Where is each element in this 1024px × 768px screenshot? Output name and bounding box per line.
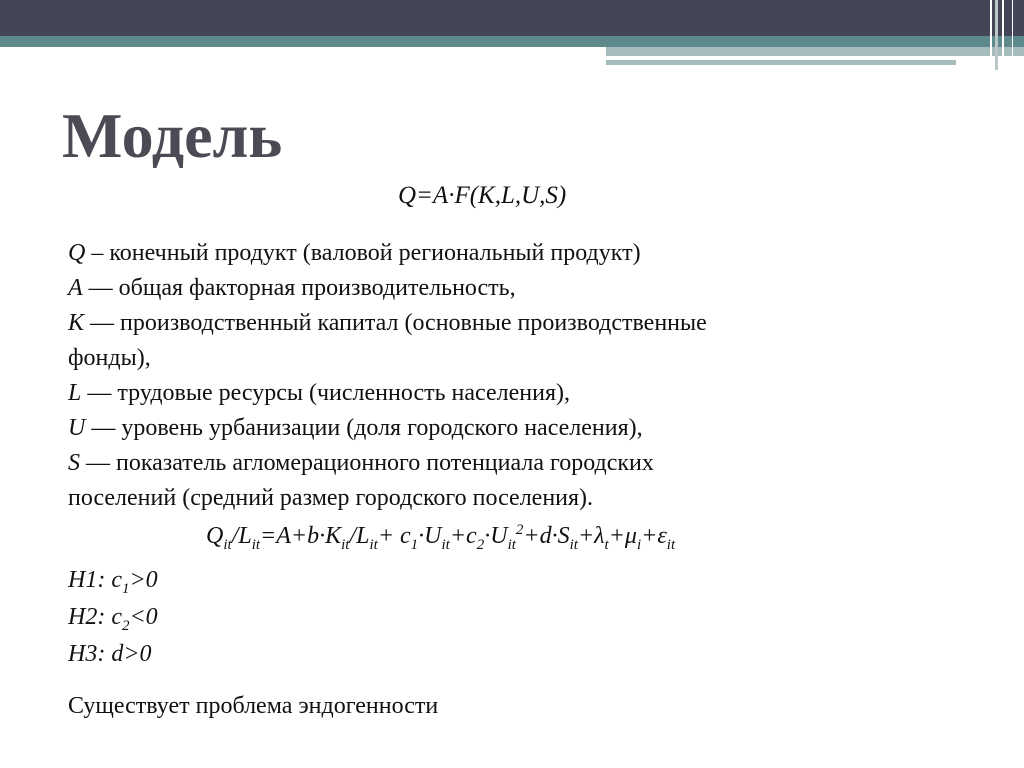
hypothesis-text: H2: c: [68, 603, 122, 630]
formula-term: + c: [377, 523, 411, 549]
hypothesis-text: >0: [129, 567, 158, 593]
main-formula: Q=A·F(K,L,U,S): [398, 182, 567, 209]
variable-symbol: A: [68, 275, 83, 301]
formula-subscript: it: [341, 536, 350, 553]
definition-text: — общая факторная производительность,: [82, 275, 516, 301]
header-edge-line: [1002, 0, 1004, 70]
definition-row: [68, 446, 868, 481]
definition-row: [68, 481, 868, 516]
regression-formula: [206, 522, 675, 554]
definition-text: поселений (средний размер городского поселения).: [68, 485, 594, 511]
formula-subscript: it: [569, 536, 578, 553]
definition-text: — уровень урбанизации (доля городского населения),: [85, 415, 643, 441]
definition-text: — производственный капитал (основные производственные: [84, 310, 707, 336]
definition-text: – конечный продукт (валовой региональный продукт): [85, 240, 641, 266]
hypothesis-subscript: 1: [121, 580, 130, 597]
formula-subscript: it: [369, 536, 378, 553]
definition-row: [68, 306, 868, 341]
formula-superscript: 2: [515, 522, 524, 538]
definition-row: [68, 411, 868, 446]
hypothesis-text: <0: [129, 603, 158, 630]
header-bar-teal: [0, 36, 1024, 47]
hypothesis-text: H3: d>0: [68, 640, 152, 667]
formula-subscript: it: [441, 536, 450, 553]
hypothesis-h1: [68, 566, 158, 603]
hypotheses-list: [68, 566, 158, 676]
formula-subscript: it: [223, 536, 232, 553]
definition-text: фонды),: [68, 345, 151, 371]
formula-term: +ε: [641, 523, 667, 549]
formula-subscript: 1: [410, 536, 419, 553]
variable-symbol: S: [68, 450, 80, 476]
header-edge-stripe: [995, 0, 998, 70]
hypothesis-h3: [68, 640, 158, 677]
definition-text: — показатель агломерационного потенциала городских: [80, 450, 654, 476]
header-bar-light: [606, 47, 1024, 56]
hypothesis-subscript: 2: [121, 617, 130, 634]
formula-term: ·U: [484, 523, 508, 549]
formula-term: +λ: [577, 523, 605, 549]
definition-row: [68, 271, 868, 306]
variable-symbol: L: [68, 380, 82, 406]
formula-term: +c: [449, 523, 477, 549]
hypothesis-text: H1: c: [68, 567, 122, 593]
definitions-list: [68, 236, 868, 516]
hypothesis-h2: [68, 603, 158, 640]
formula-term: /L: [231, 523, 252, 549]
header-bar-light-thin: [606, 60, 956, 65]
variable-symbol: Q: [68, 240, 86, 266]
formula-term: +d·S: [523, 523, 570, 549]
formula-term: +μ: [608, 523, 637, 549]
formula-subscript: it: [666, 536, 676, 553]
formula-subscript: i: [636, 536, 642, 553]
conclusion-text: Существует проблема эндогенности: [68, 693, 439, 719]
header-edge-line: [1012, 0, 1013, 70]
formula-subscript: it: [507, 536, 516, 553]
formula-term: =A+b·K: [260, 523, 342, 549]
formula-term: /L: [349, 523, 370, 549]
formula-subscript: t: [604, 536, 609, 553]
formula-term: Q: [206, 523, 224, 549]
variable-symbol: U: [68, 415, 86, 441]
formula-term: ·U: [418, 523, 442, 549]
variable-symbol: K: [68, 310, 85, 336]
definition-row: [68, 236, 868, 271]
formula-subscript: 2: [476, 536, 485, 553]
header-bar-dark: [0, 0, 1024, 36]
definition-row: [68, 341, 868, 376]
header-edge-line: [990, 0, 992, 70]
slide-title: Модель: [62, 100, 283, 171]
formula-subscript: it: [251, 536, 261, 553]
definition-text: — трудовые ресурсы (численность населения),: [81, 380, 570, 406]
definition-row: [68, 376, 868, 411]
